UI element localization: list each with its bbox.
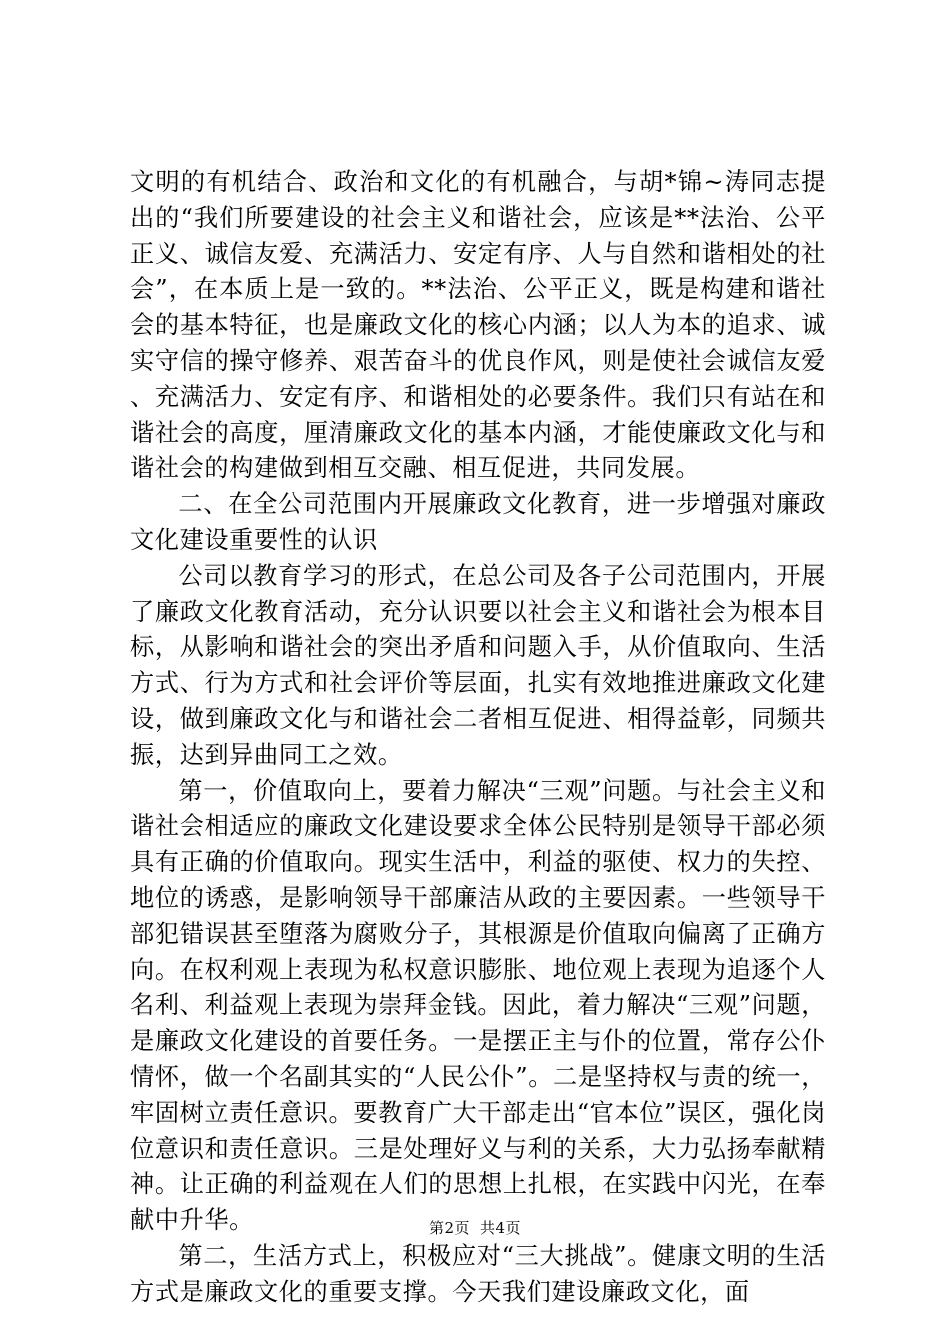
page-number: 第2页: [428, 1219, 470, 1237]
page-footer: [0, 1218, 950, 1238]
paragraph-3: 公司以教育学习的形式，在总公司及各子公司范围内，开展了廉政文化教育活动，充分认识要以社会主义和谐社会为根本目标，从影响和谐社会的突出矛盾和问题入手，从价值取向、生活方式、行为方式和社会评价等层面，扎实有效地推进廉政文化建设，做到廉政文化与和谐社会二者相互促进、相得益彰，同频共振，达到异曲同工之效。: [130, 561, 826, 769]
document-body: [130, 165, 826, 1311]
page-total: 共4页: [480, 1219, 522, 1237]
section-heading-2: 二、在全公司范围内开展廉政文化教育，进一步增强对廉政文化建设重要性的认识: [130, 490, 826, 554]
paragraph-1: 文明的有机结合、政治和文化的有机融合，与胡*锦~涛同志提出的“我们所要建设的社会主义和谐社会，应该是**法治、公平正义、诚信友爱、充满活力、安定有序、人与自然和谐相处的社会”，在本质上是一致的。**法治、公平正义，既是构建和谐社会的基本特征，也是廉政文化的核心内涵；以人为本的追求、诚实守信的操守修养、艰苦奋斗的优良作风，则是使社会诚信友爱、充满活力、安定有序、和谐相处的必要条件。我们只有站在和谐社会的高度，厘清廉政文化的基本内涵，才能使廉政文化与和谐社会的构建做到相互交融、相互促进，共同发展。: [130, 168, 826, 483]
paragraph-5: 第二，生活方式上，积极应对“三大挑战”。健康文明的生活方式是廉政文化的重要支撑。今天我们建设廉政文化，面: [130, 1241, 826, 1306]
paragraph-4: 第一，价值取向上，要着力解决“三观”问题。与社会主义和谐社会相适应的廉政文化建设要求全体公民特别是领导干部必须具有正确的价值取向。现实生活中，利益的驱使、权力的失控、地位的诱惑，是影响领导干部廉洁从政的主要因素。一些领导干部犯错误甚至堕落为腐败分子，其根源是价值取向偏离了正确方向。在权利观上表现为私权意识膨胀、地位观上表现为追逐个人名利、利益观上表现为崇拜金钱。因此，着力解决“三观”问题，是廉政文化建设的首要任务。一是摆正主与仆的位置，常存公仆情怀，做一个名副其实的“人民公仆”。二是坚持权与责的统一，牢固树立责任意识。要教育广大干部走出“官本位”误区，强化岗位意识和责任意识。三是处理好义与利的关系，大力弘扬奉献精神。让正确的利益观在人们的思想上扎根，在实践中闪光，在奉献中升华。: [130, 776, 826, 1235]
